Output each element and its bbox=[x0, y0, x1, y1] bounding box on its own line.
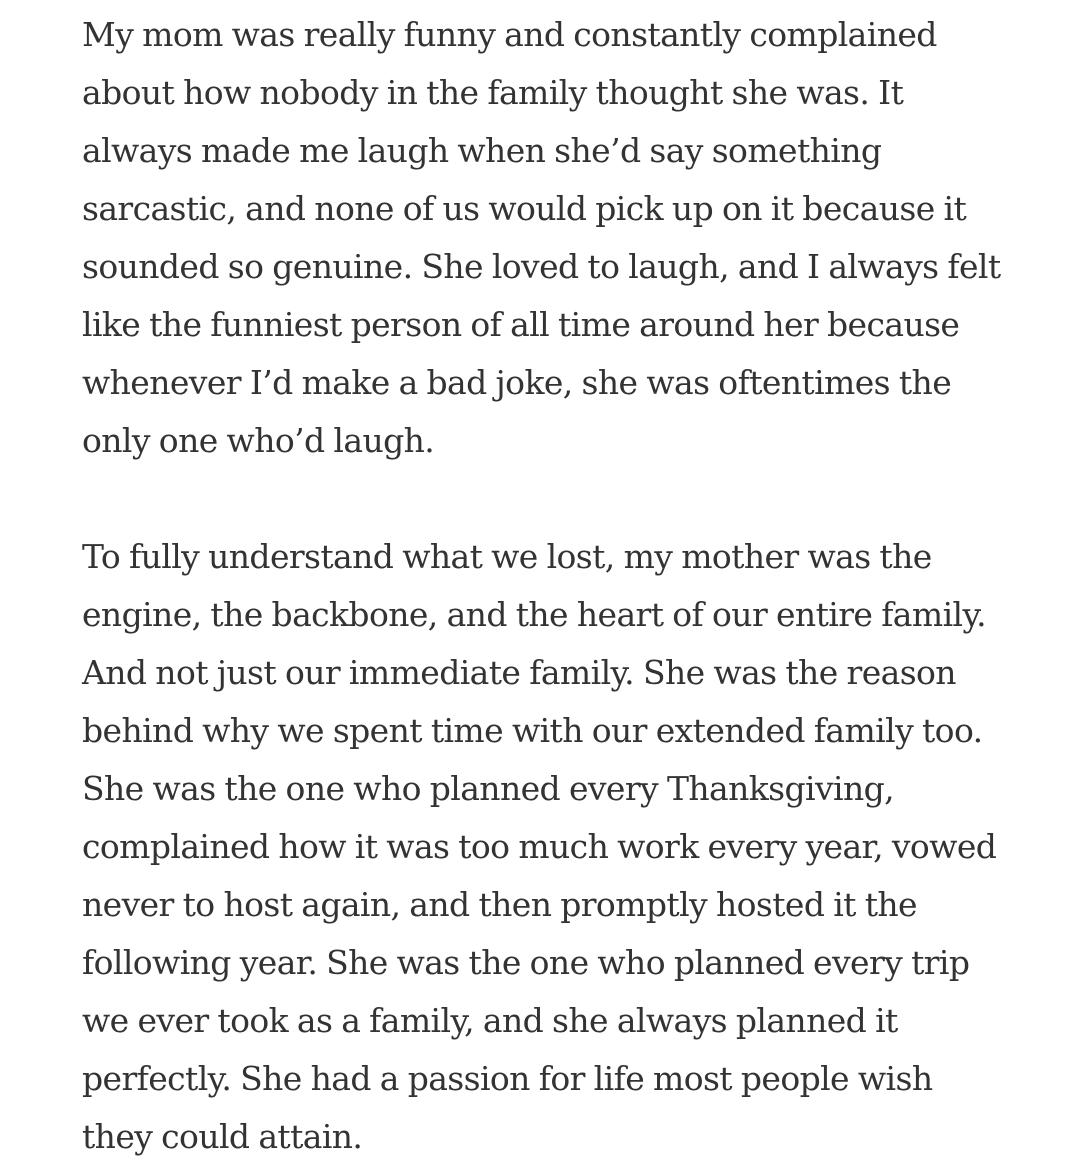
text-line: complained how it was too much work every year, vowed bbox=[82, 827, 997, 866]
paragraph-family-heart bbox=[82, 532, 1042, 1170]
text-line: only one who’d laugh. bbox=[82, 421, 435, 460]
text-line: She was the one who planned every Thanksgiving, bbox=[82, 769, 895, 808]
text-line: behind why we spent time with our extended family too. bbox=[82, 711, 983, 750]
text-line: they could attain. bbox=[82, 1117, 363, 1156]
paragraph-mom-humor bbox=[82, 10, 1042, 474]
article-body bbox=[82, 10, 1042, 1170]
text-line: engine, the backbone, and the heart of our entire family. bbox=[82, 595, 987, 634]
text-line: whenever I’d make a bad joke, she was oftentimes the bbox=[82, 363, 952, 402]
text-line: about how nobody in the family thought she was. It bbox=[82, 73, 904, 112]
text-line: My mom was really funny and constantly complained bbox=[82, 15, 937, 54]
text-line: sarcastic, and none of us would pick up on it because it bbox=[82, 189, 967, 228]
text-line: And not just our immediate family. She was the reason bbox=[82, 653, 956, 692]
text-line: like the funniest person of all time around her because bbox=[82, 305, 960, 344]
text-line: never to host again, and then promptly hosted it the bbox=[82, 885, 917, 924]
text-line: perfectly. She had a passion for life most people wish bbox=[82, 1059, 933, 1098]
text-line: To fully understand what we lost, my mother was the bbox=[82, 537, 932, 576]
text-line: always made me laugh when she’d say something bbox=[82, 131, 882, 170]
text-line: we ever took as a family, and she always planned it bbox=[82, 1001, 898, 1040]
text-line: sounded so genuine. She loved to laugh, and I always felt bbox=[82, 247, 1001, 286]
text-line: following year. She was the one who planned every trip bbox=[82, 943, 970, 982]
